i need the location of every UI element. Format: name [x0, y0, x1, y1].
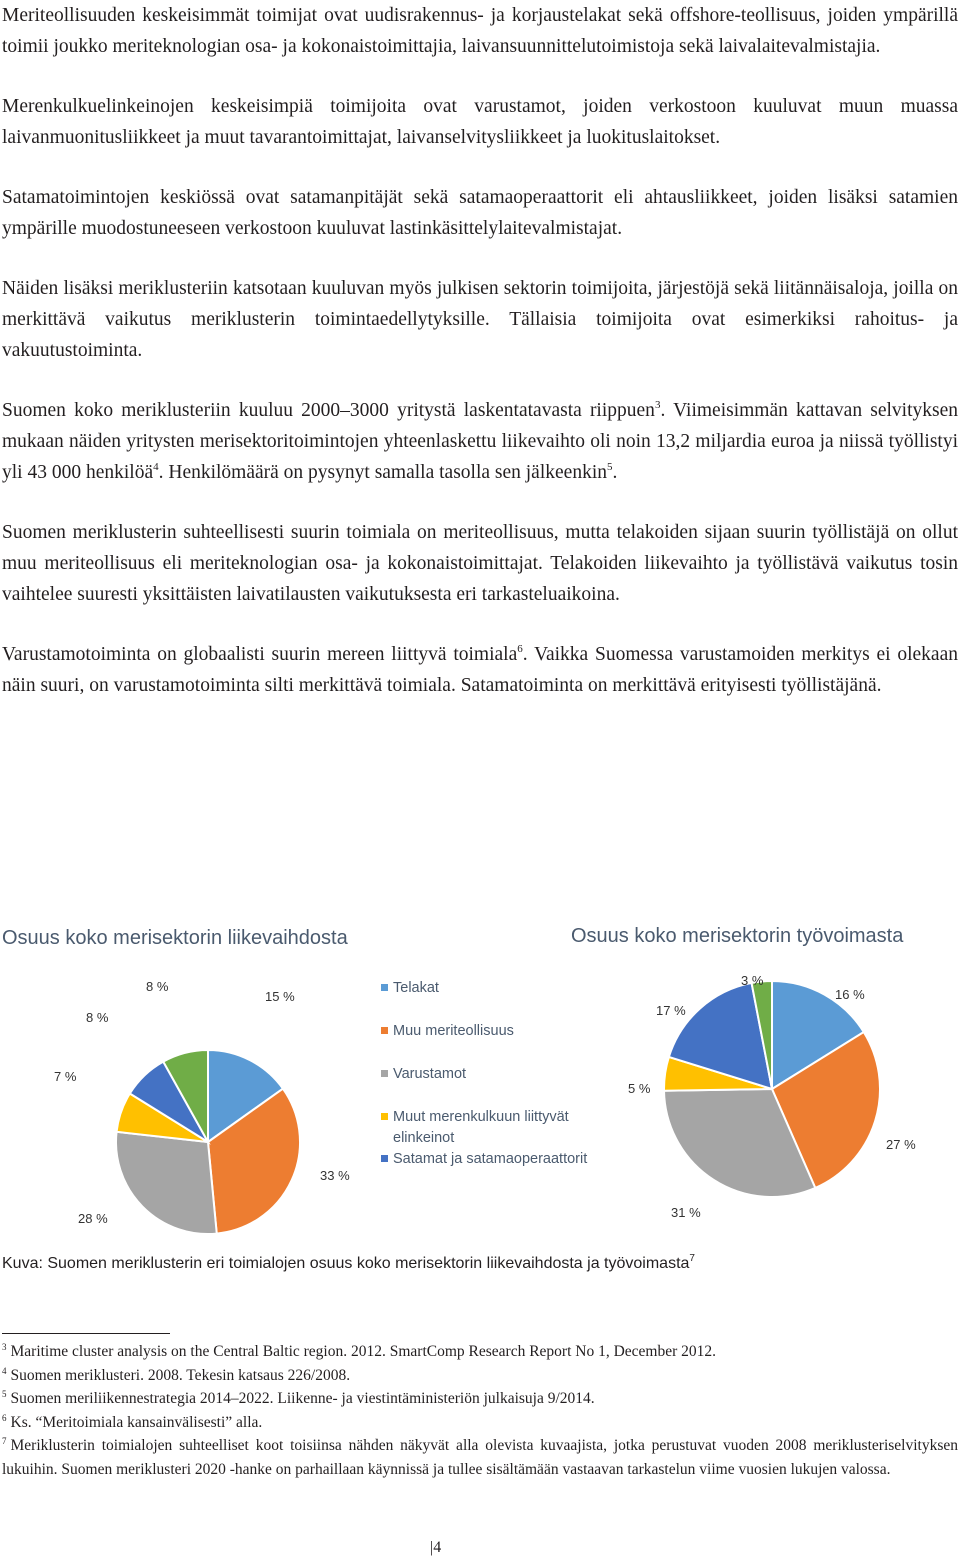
footnote-divider: [2, 1333, 170, 1334]
footnote-ref-5[interactable]: 5: [607, 461, 613, 473]
footnote-number: 5: [2, 1389, 7, 1399]
page-number-value: 4: [433, 1539, 442, 1556]
revenue-label-satamat: 8 %: [86, 1010, 109, 1025]
chart-title-workforce: Osuus koko merisektorin työvoimasta: [571, 925, 904, 947]
paragraph-1: Meriteollisuuden keskeisimmät toimijat ovat uudisrakennus- ja korjaustelakat sekä offshore-teollisuus, joiden ympärillä toimii joukko meriteknologian osa- ja kokonaistoimittajia, laivansuunnittelutoimistoja sekä laivalaitevalmistajia.: [2, 5, 958, 57]
revenue-label-other: 8 %: [146, 979, 169, 994]
paragraph-6: Suomen meriklusterin suhteellisesti suurin toimiala on meriteollisuus, mutta telakoiden sijaan suurin työllistäjä on ollut muu meriteollisuus eli meriteknologian osa- ja kokonaistoimittajat. Telakoiden liikevaihto ja työllistävä vaikutus tosin vaihtelee suuresti yksittäisten laivatilausten vaikutuksesta eri tarkasteluaikoina.: [2, 522, 958, 605]
revenue-label-varustamot: 28 %: [78, 1211, 108, 1226]
footnote-number: 3: [2, 1342, 7, 1352]
legend-swatch-icon: [381, 1155, 388, 1162]
workforce-label-other: 3 %: [741, 973, 764, 988]
chart-title-revenue: Osuus koko merisektorin liikevaihdosta: [2, 927, 348, 949]
legend-swatch-icon: [381, 1113, 388, 1120]
paragraph-5-part-b: . Viimeisimmän kattavan selvityksen mukaan näiden yritysten merisektoritoimintojen yhteenlaskettu liikevaihto oli noin 13,2 miljardia euroa ja niissä työllistyi yli 43 000 henkilöä: [2, 400, 958, 483]
paragraph-3: Satamatoimintojen keskiössä ovat satamanpitäjät sekä satamaoperaattorit eli ahtausliikkeet, joiden lisäksi satamien ympärille muodostuneeseen verkostoon kuuluvat lastinkäsittelylaitevalmistajat.: [2, 187, 958, 239]
footnote-number: 6: [2, 1412, 7, 1423]
legend-label: Telakat: [393, 980, 439, 996]
footnote-text: Meriklusterin toimialojen suhteelliset koot toisiinsa nähden näkyvät alla olevista kuvaajista, jotka perustuvat vuoden 2008 meriklusteriselvityksen lukuihin. Suomen meriklusteri 2020 -hanke on parhaillaan käynnissä ja tullee sisältämään vastaavan tarkastelun viime vuosien lukujen valossa.: [2, 1437, 958, 1478]
legend-label: Satamat ja satamaoperaattorit: [393, 1151, 588, 1167]
footnote-ref-6[interactable]: 6: [517, 643, 523, 655]
footnote-number: 7: [2, 1436, 7, 1446]
revenue-label-muut-merenkulku: 7 %: [54, 1069, 77, 1084]
legend-swatch-icon: [381, 1027, 388, 1034]
legend-label: Muu meriteollisuus: [393, 1023, 514, 1039]
paragraph-5-part-d: .: [612, 462, 618, 483]
footnote-5: [2, 1387, 958, 1411]
revenue-label-muu-meriteollisuus: 33 %: [320, 1168, 350, 1183]
paragraph-5-part-c: . Henkilömäärä on pysynyt samalla tasolla sen jälkeenkin: [158, 462, 607, 483]
footnote-text: Maritime cluster analysis on the Central Baltic region. 2012. SmartComp Research Report No 1, December 2012.: [10, 1343, 717, 1360]
footnote-3: [2, 1340, 958, 1364]
caption-text: Kuva: Suomen meriklusterin eri toimialojen osuus koko merisektorin liikevaihdosta ja työvoimasta: [2, 1255, 690, 1272]
paragraph-2: Merenkulkuelinkeinojen keskeisimpiä toimijoita ovat varustamot, joiden verkostoon kuuluvat muun muassa laivanmuonitusliikkeet ja muut tavarantoimittajat, laivanselvitysliikkeet ja luokituslaitokset.: [2, 96, 958, 148]
footnote-6: [2, 1411, 958, 1435]
paragraph-5-part-a: Suomen koko meriklusteriin kuuluu 2000–3000 yritystä laskentatavasta riippuen: [2, 400, 655, 421]
footnote-ref-4[interactable]: 4: [153, 461, 159, 473]
footnote-4: [2, 1364, 958, 1388]
footnote-ref-3[interactable]: 3: [654, 399, 661, 411]
paragraph-7-part-b: . Vaikka Suomessa varustamoiden merkitys ei olekaan näin suuri, on varustamotoiminta silti merkittävä toimiala. Satamatoiminta on merkittävä erityisesti työllistäjänä.: [2, 644, 958, 696]
figure-caption: [2, 1255, 695, 1273]
legend-swatch-icon: [381, 984, 388, 991]
workforce-label-muut-merenkulku: 5 %: [628, 1081, 651, 1096]
footnote-number: 4: [2, 1365, 7, 1376]
legend-label: Muut merenkulkuun liittyvät elinkeinot: [393, 1109, 569, 1146]
footnote-text: Suomen meriliikennestrategia 2014–2022. Liikenne- ja viestintäministeriön julkaisuja 9/2014.: [10, 1390, 595, 1407]
paragraph-4: Näiden lisäksi meriklusteriin katsotaan kuuluvan myös julkisen sektorin toimijoita, järjestöjä sekä liitännäisaloja, joilla on merkittävä vaikutus meriklusterin toimintaedellytyksille. Tällaisia toimijoita ovat esimerkiksi rahoitus- ja vakuutustoiminta.: [2, 278, 958, 361]
workforce-label-telakat: 16 %: [835, 987, 865, 1002]
paragraph-7-part-a: Varustamotoiminta on globaalisti suurin mereen liittyvä toimiala: [2, 644, 518, 665]
revenue-label-telakat: 15 %: [265, 989, 295, 1004]
legend-swatch-icon: [381, 1070, 388, 1077]
footnotes: [2, 1340, 958, 1481]
workforce-label-satamat: 17 %: [656, 1003, 686, 1018]
footnote-text: Suomen meriklusteri. 2008. Tekesin katsaus 226/2008.: [10, 1366, 351, 1384]
footnote-text: Ks. “Meritoimiala kansainvälisesti” alla.: [10, 1413, 263, 1431]
workforce-label-varustamot: 31 %: [671, 1205, 701, 1220]
legend-label: Varustamot: [393, 1066, 467, 1082]
page-number: |4: [430, 1539, 442, 1556]
workforce-label-muu-meriteollisuus: 27 %: [886, 1137, 916, 1152]
footnote-7: [2, 1434, 958, 1481]
footnote-ref-7[interactable]: 7: [689, 1253, 695, 1264]
